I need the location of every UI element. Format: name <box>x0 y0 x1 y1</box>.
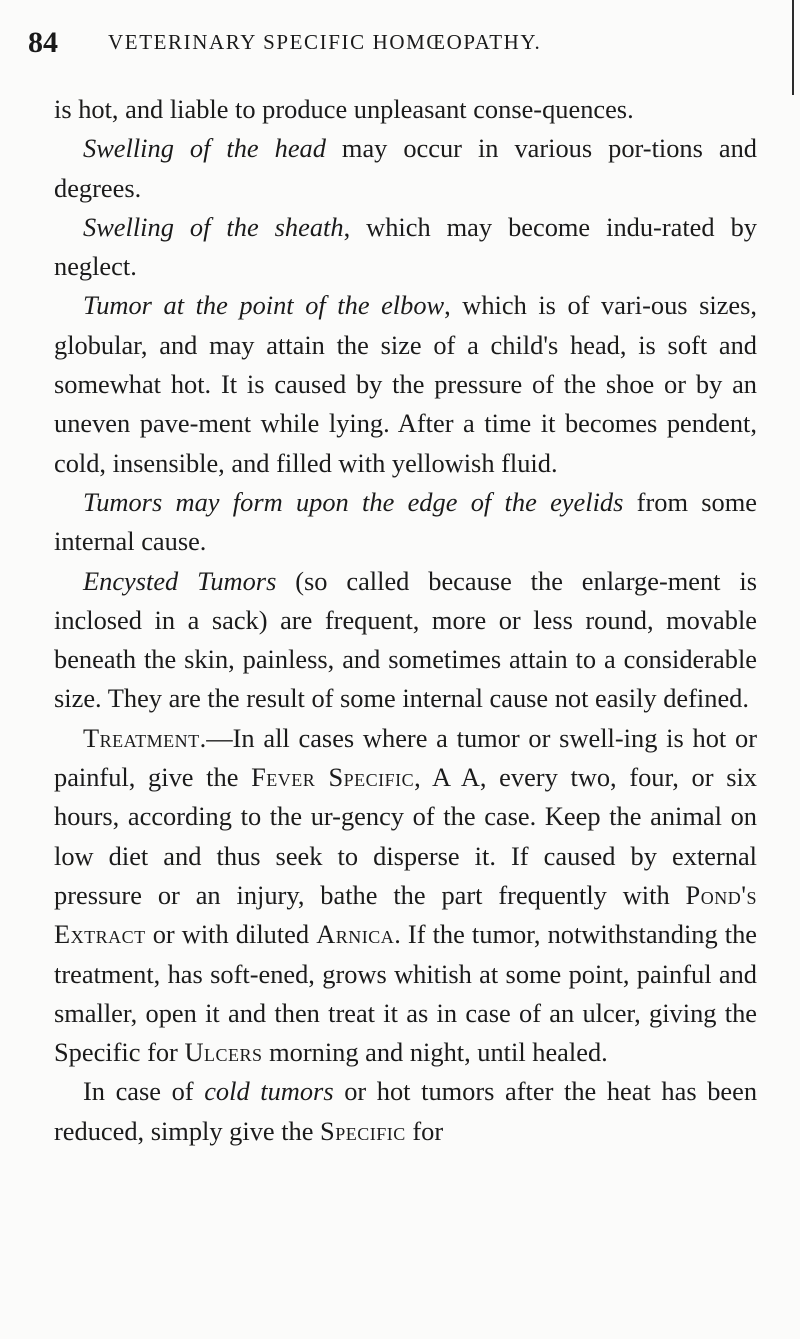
text-run: , which may become indu-rated by neglect. <box>54 211 757 282</box>
italic-term: Tumors may form upon the edge of the eyelids <box>83 486 624 517</box>
text-run: may occur in various por-tions and degrees. <box>54 133 757 203</box>
text-run: . If the tumor, notwithstanding the treatment, has soft-ened, grows whitish at some point, painful and smaller, open it and then treat it as in case of an ulcer, giving the Specific for <box>54 919 758 1068</box>
paragraph <box>54 208 757 287</box>
paragraph <box>54 483 757 562</box>
paragraph <box>54 1072 757 1151</box>
paragraph <box>54 286 757 482</box>
text-run: , A A, every two, four, or six hours, according to the ur-gency of the case. Keep the animal on low diet and thus seek to disperse it. If caused by external pressure or an injury, bathe the part frequently with <box>54 762 757 910</box>
text-run: is hot, and liable to produce unpleasant conse-quences. <box>54 94 634 124</box>
smallcaps-term: Fever Specific <box>251 762 415 793</box>
text-run: for <box>405 1115 444 1146</box>
smallcaps-term: Specific <box>320 1115 406 1146</box>
paragraph <box>54 90 757 129</box>
text-run: .—In all cases where a tumor or swell-ing is hot or painful, give the <box>54 722 757 793</box>
italic-term: Swelling of the sheath <box>83 211 344 242</box>
body-text <box>54 90 757 1151</box>
paragraph <box>54 562 757 719</box>
paragraph <box>54 719 757 1073</box>
italic-term: Tumor at the point of the elbow <box>83 290 445 321</box>
text-run: from some internal cause. <box>54 486 757 557</box>
text-run: (so called because the enlarge-ment is inclosed in a sack) are frequent, more or less round, movable beneath the skin, painless, and sometimes attain to a considerable size. They are the result of some internal cause not easily defined. <box>54 565 758 714</box>
text-run: , which is of vari-ous sizes, globular, and may attain the size of a child's head, is soft and somewhat hot. It is caused by the pressure of the shoe or by an uneven pave-ment while lying. After a time it becomes pendent, cold, insensible, and filled with yellowish fluid. <box>54 290 757 478</box>
italic-term: Swelling of the head <box>83 133 326 164</box>
page-number: 84 <box>28 26 58 59</box>
paragraph <box>54 129 757 208</box>
text-run: In case of <box>83 1076 205 1107</box>
smallcaps-term: Arnica <box>316 919 395 950</box>
italic-term: cold tumors <box>204 1076 334 1107</box>
text-run: morning and night, until healed. <box>262 1037 608 1068</box>
smallcaps-term: Pond's Extract <box>54 879 757 950</box>
text-run: or with diluted <box>145 919 317 950</box>
text-run: or hot tumors after the heat has been reduced, simply give the <box>54 1076 758 1146</box>
smallcaps-term: Treatment <box>83 722 200 753</box>
smallcaps-term: Ulcers <box>184 1037 263 1068</box>
running-head: VETERINARY SPECIFIC HOMŒOPATHY. <box>108 30 542 54</box>
page-edge-line <box>792 0 794 95</box>
page-header <box>28 22 748 62</box>
italic-term: Encysted Tumors <box>83 565 277 596</box>
